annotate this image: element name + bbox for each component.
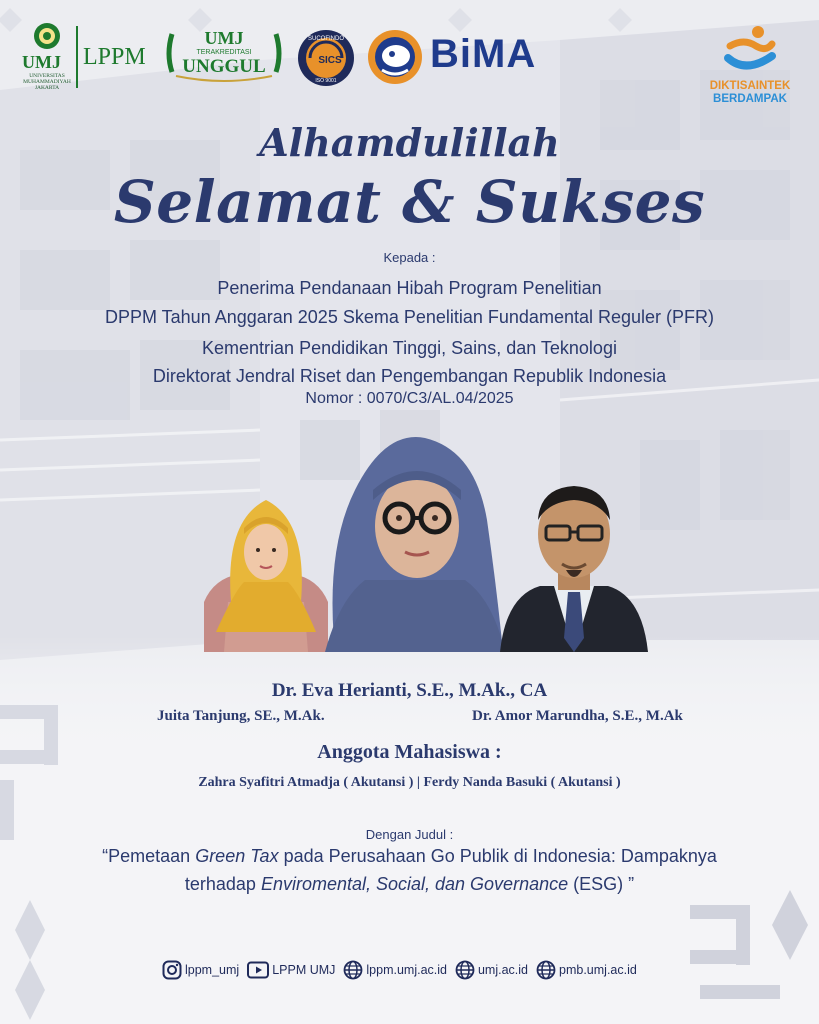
instagram-icon: [162, 960, 182, 980]
logo-divider: [76, 26, 78, 88]
directorate-line: Direktorat Jendral Riset dan Pengembangan Republik Indonesia: [152, 366, 667, 386]
ministry-line: Kementrian Pendidikan Tinggi, Sains, dan Teknologi: [202, 338, 617, 358]
website-link-pmb[interactable]: [536, 960, 637, 980]
lead-researcher-name: Dr. Eva Herianti, S.E., M.Ak., CA: [271, 680, 548, 701]
nomor-line: Nomor : 0070/C3/AL.04/2025: [305, 390, 514, 407]
title-l2-c: (ESG) ”: [568, 874, 635, 894]
website-lppm: lppm.umj.ac.id: [366, 963, 447, 977]
photo-amor-marundha: [500, 468, 648, 652]
student-members: Zahra Syafitri Atmadja ( Akutansi ) | Ferdy Nanda Basuki ( Akutansi ): [198, 775, 621, 790]
umj-wordmark: UMJ: [22, 52, 61, 72]
umj-seal-icon: [32, 22, 62, 50]
umj-lppm-logo: [20, 22, 148, 92]
program-line1: Penerima Pendanaan Hibah Program Penelitian: [217, 278, 602, 298]
dengan-judul-label: Dengan Judul :: [365, 827, 454, 842]
website-pmb: pmb.umj.ac.id: [559, 963, 637, 977]
website-link-umj[interactable]: [455, 960, 528, 980]
member-name-right: Dr. Amor Marundha, S.E., M.Ak: [472, 708, 683, 724]
selamat-sukses-heading: Selamat & Sukses: [113, 168, 706, 236]
youtube-link[interactable]: [247, 960, 335, 980]
member-name-left: Juita Tanjung, SE., M.Ak.: [157, 708, 325, 724]
research-title-line2: [0, 874, 819, 895]
umj-unggul-badge: [162, 24, 286, 84]
alhamdulillah-heading: Alhamdulillah: [259, 120, 560, 165]
kepada-label: Kepada :: [383, 250, 436, 265]
umj-subtitle: UNIVERSITAS MUHAMMADIYAH JAKARTA: [23, 73, 71, 91]
lppm-wordmark: LPPM: [83, 44, 146, 70]
globe-icon: [536, 960, 556, 980]
title-l2-a: terhadap: [184, 874, 261, 894]
website-link-lppm[interactable]: [343, 960, 447, 980]
dikti-line1: DIKTISAINTEK: [709, 80, 791, 92]
website-umj: umj.ac.id: [477, 963, 529, 977]
title-l1-c: pada Perusahaan Go Publik di Indonesia: Dampaknya: [278, 846, 717, 866]
sucofindo-mid-text: SICS: [318, 55, 342, 66]
unggul-top-text: UMJ: [204, 28, 244, 48]
sucofindo-sics-logo: [296, 28, 356, 88]
dikti-figure-icon: [722, 24, 778, 78]
bima-emblem-icon: [366, 28, 424, 86]
anggota-mahasiswa-label: Anggota Mahasiswa :: [317, 741, 502, 763]
title-l2-italic: Enviromental, Social, dan Governance: [260, 874, 569, 894]
title-l1-italic: Green Tax: [195, 846, 279, 866]
youtube-channel: LPPM UMJ: [272, 963, 336, 977]
program-line2: DPPM Tahun Anggaran 2025 Skema Penelitian Fundamental Reguler (PFR): [104, 307, 714, 327]
unggul-mid-text: TERAKREDITASI: [196, 49, 252, 56]
youtube-icon: [247, 960, 269, 980]
title-l1-a: “Pemetaan: [102, 846, 196, 866]
globe-icon: [455, 960, 475, 980]
footer-contacts: [162, 958, 662, 982]
photo-juita-tanjung: [204, 482, 328, 652]
unggul-bottom-text: UNGGUL: [182, 56, 266, 77]
sucofindo-top-text: SUCOFINDO: [308, 36, 344, 42]
researcher-photos: [200, 430, 660, 655]
research-title-line1: [0, 846, 819, 867]
instagram-link[interactable]: [162, 960, 239, 980]
globe-icon: [343, 960, 363, 980]
instagram-handle: lppm_umj: [185, 963, 240, 977]
diktisaintek-berdampak-logo: [700, 24, 800, 110]
dikti-line2: BERDAMPAK: [713, 93, 787, 105]
bima-logo: [366, 26, 558, 88]
bima-wordmark: BiMA: [430, 32, 537, 76]
sucofindo-bottom-text: ISO 9001: [315, 78, 337, 84]
photo-eva-herianti: [325, 430, 505, 652]
